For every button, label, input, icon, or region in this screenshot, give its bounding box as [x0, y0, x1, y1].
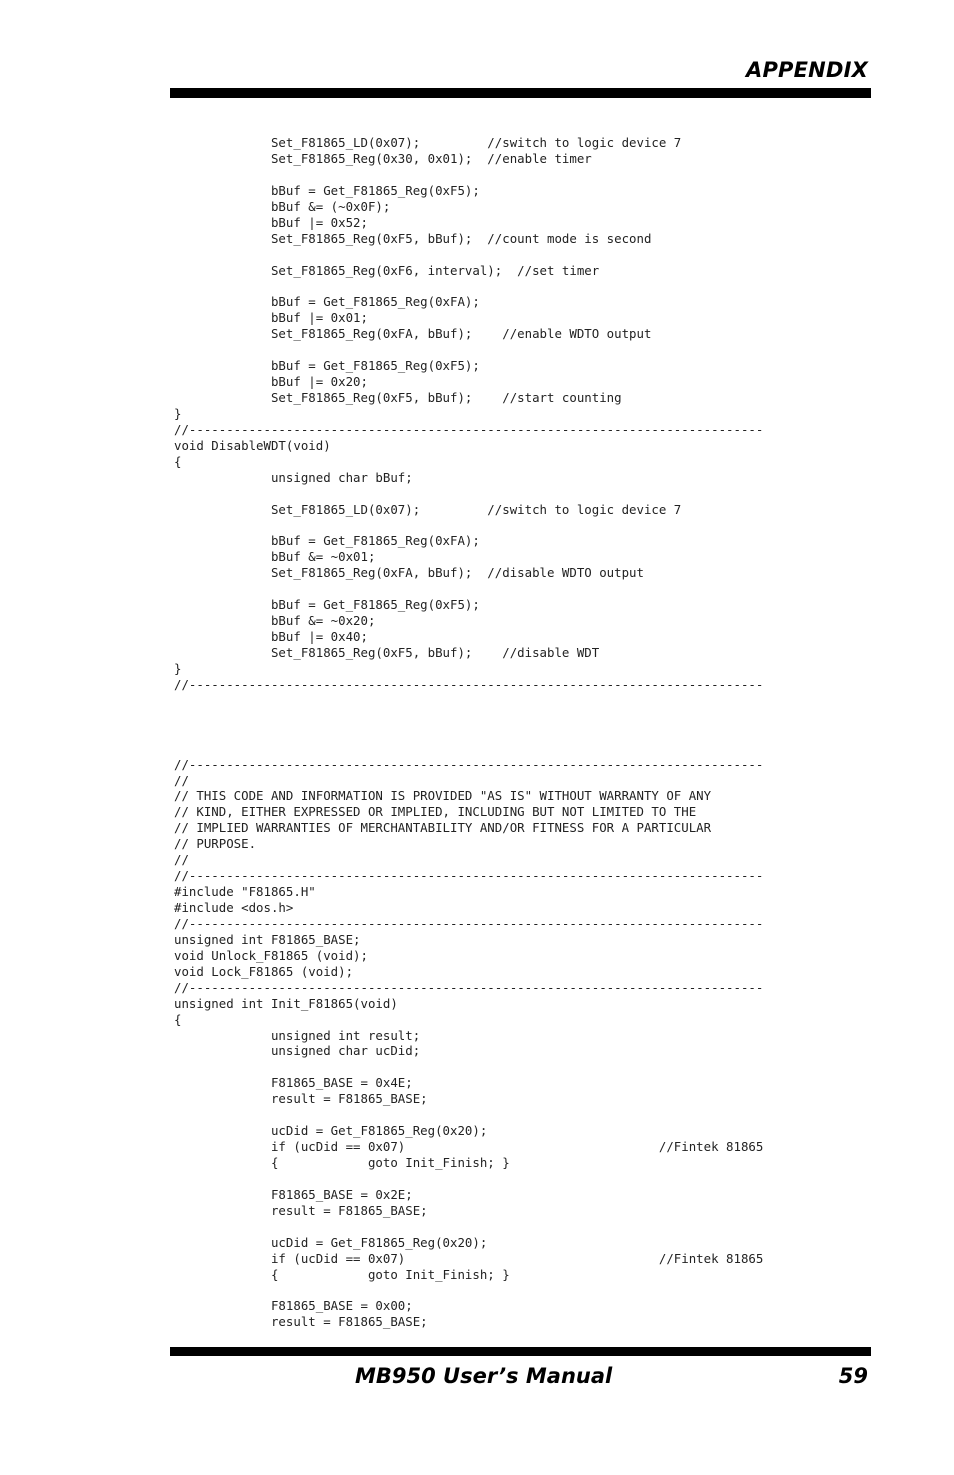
code-line: //----------------------------------------------------------------------------- [174, 915, 764, 931]
code-line: bBuf = Get_F81865_Reg(0xF5); [174, 597, 480, 613]
code-line: unsigned char ucDid; [174, 1043, 421, 1059]
code-line: result = F81865_BASE; [174, 1314, 428, 1330]
code-line: bBuf |= 0x40; [174, 629, 368, 645]
code-line: //----------------------------------------------------------------------------- [174, 979, 764, 995]
code-line: //----------------------------------------------------------------------------- [174, 421, 764, 437]
code-line: // [174, 772, 189, 788]
code-line: F81865_BASE = 0x00; [174, 1298, 413, 1314]
code-line: #include "F81865.H" [174, 884, 316, 900]
page-number: 59 [838, 1364, 868, 1388]
code-line: bBuf &= (~0x0F); [174, 198, 391, 214]
code-line [174, 741, 763, 757]
code-line: bBuf &= ~0x20; [174, 613, 376, 629]
code-line [174, 486, 763, 502]
code-line: bBuf |= 0x20; [174, 374, 368, 390]
code-line: bBuf &= ~0x01; [174, 549, 376, 565]
code-line: result = F81865_BASE; [174, 1091, 428, 1107]
code-line: Set_F81865_LD(0x07); //switch to logic device 7 [174, 501, 682, 517]
code-line: void Unlock_F81865 (void); [174, 947, 368, 963]
code-line: bBuf = Get_F81865_Reg(0xF5); [174, 182, 480, 198]
code-line: #include <dos.h> [174, 900, 294, 915]
code-line: { [174, 453, 182, 469]
footer-rule [170, 1347, 871, 1356]
header-rule [170, 88, 871, 98]
code-line: bBuf = Get_F81865_Reg(0xFA); [174, 294, 480, 310]
code-line: bBuf |= 0x01; [174, 310, 368, 326]
code-line [174, 581, 763, 597]
code-line: Set_F81865_Reg(0xF6, interval); //set timer [174, 262, 600, 278]
code-line: } [174, 660, 182, 676]
code-line [174, 1059, 763, 1075]
code-line: // KIND, EITHER EXPRESSED OR IMPLIED, INCLUDING BUT NOT LIMITED TO THE [174, 804, 697, 820]
code-line: bBuf = Get_F81865_Reg(0xFA); [174, 533, 480, 549]
code-line: ucDid = Get_F81865_Reg(0x20); [174, 1234, 488, 1250]
code-line: Set_F81865_Reg(0xF5, bBuf); //count mode is second [174, 230, 652, 246]
code-line: void Lock_F81865 (void); [174, 963, 354, 979]
code-line [174, 709, 763, 725]
code-line: Set_F81865_Reg(0xFA, bBuf); //enable WDTO output [174, 326, 652, 342]
code-line: //----------------------------------------------------------------------------- [174, 676, 764, 692]
code-listing [174, 135, 763, 1330]
code-line: Set_F81865_Reg(0xF5, bBuf); //disable WDT [174, 645, 600, 660]
code-line [174, 278, 763, 294]
code-line [174, 167, 763, 183]
code-line: Set_F81865_Reg(0xFA, bBuf); //disable WDTO output [174, 565, 644, 581]
code-line: ucDid = Get_F81865_Reg(0x20); [174, 1123, 488, 1139]
code-line [174, 1171, 763, 1187]
code-line: Set_F81865_Reg(0x30, 0x01); //enable timer [174, 150, 592, 166]
code-line: Set_F81865_Reg(0xF5, bBuf); //start counting [174, 390, 622, 405]
code-line [174, 518, 763, 534]
code-line: F81865_BASE = 0x4E; [174, 1075, 413, 1091]
code-line: // PURPOSE. [174, 836, 257, 852]
code-line: F81865_BASE = 0x2E; [174, 1186, 413, 1202]
code-line: void DisableWDT(void) [174, 437, 331, 453]
code-line [174, 247, 763, 263]
code-line [174, 1283, 763, 1299]
code-line: if (ucDid == 0x07) //Fintek 81865 [174, 1250, 764, 1266]
code-line: unsigned int Init_F81865(void) [174, 995, 398, 1011]
code-line: // THIS CODE AND INFORMATION IS PROVIDED "AS IS" WITHOUT WARRANTY OF ANY [174, 788, 712, 804]
code-line [174, 693, 763, 709]
code-line: unsigned char bBuf; [174, 469, 413, 485]
code-line: // IMPLIED WARRANTIES OF MERCHANTABILITY AND/OR FITNESS FOR A PARTICULAR [174, 820, 712, 836]
code-line [174, 1107, 763, 1123]
code-line: // [174, 852, 189, 868]
code-line: Set_F81865_LD(0x07); //switch to logic device 7 [174, 135, 682, 150]
code-line [174, 725, 763, 741]
code-line: if (ucDid == 0x07) //Fintek 81865 [174, 1139, 764, 1155]
code-line: { goto Init_Finish; } [174, 1155, 510, 1170]
code-line: bBuf = Get_F81865_Reg(0xF5); [174, 358, 480, 374]
manual-title: MB950 User’s Manual [355, 1364, 613, 1388]
code-line: //----------------------------------------------------------------------------- [174, 868, 764, 884]
code-line [174, 1219, 763, 1235]
section-header: APPENDIX [746, 58, 868, 82]
code-line: } [174, 405, 182, 421]
code-line: { goto Init_Finish; } [174, 1266, 510, 1282]
code-line: { [174, 1011, 182, 1027]
code-line: bBuf |= 0x52; [174, 214, 368, 230]
code-line: unsigned int F81865_BASE; [174, 931, 361, 947]
code-line: //----------------------------------------------------------------------------- [174, 756, 764, 772]
code-line: result = F81865_BASE; [174, 1202, 428, 1218]
code-line: unsigned int result; [174, 1027, 421, 1043]
code-line [174, 342, 763, 358]
